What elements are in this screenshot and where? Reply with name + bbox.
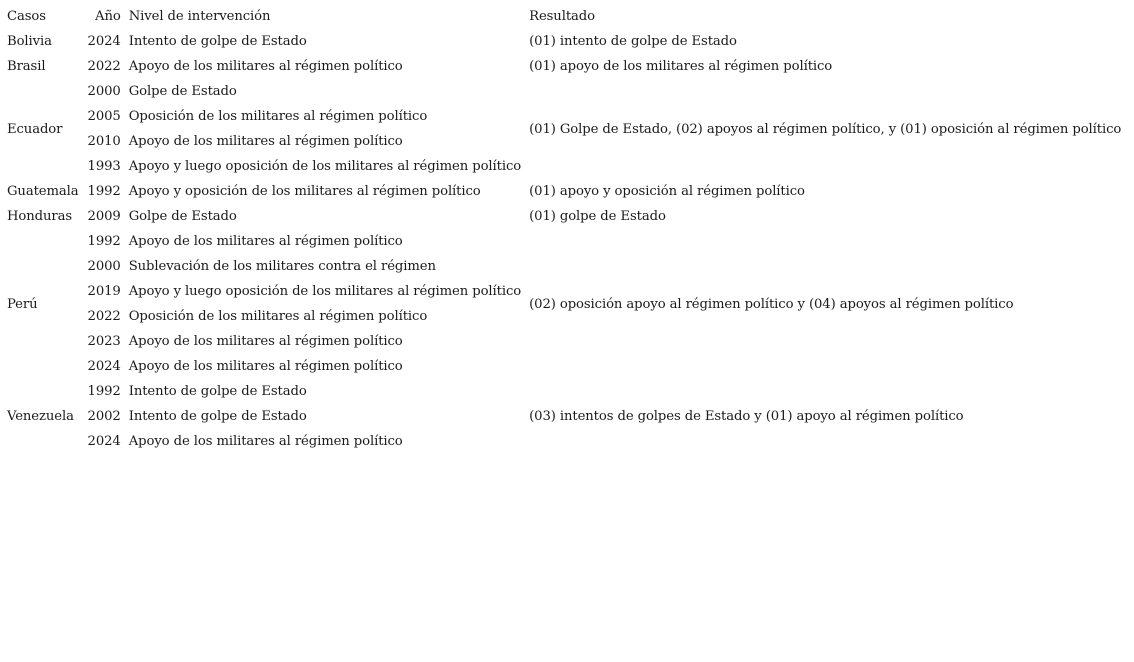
case-intervention-level: Intento de golpe de Estado <box>128 384 307 399</box>
case-intervention-level: Apoyo de los militares al régimen político <box>128 134 403 149</box>
case-result: (02) oposición apoyo al régimen político y (04) apoyos al régimen político <box>529 296 1014 312</box>
case-year: 2023 <box>87 334 121 349</box>
case-year: 2024 <box>87 34 121 49</box>
case-intervention-level: Apoyo y luego oposición de los militares al régimen político <box>128 284 522 299</box>
case-country: Bolivia <box>7 34 52 49</box>
case-year: 2022 <box>87 59 121 74</box>
case-intervention-level: Apoyo de los militares al régimen político <box>128 434 403 449</box>
case-year: 2019 <box>87 284 121 299</box>
header-row <box>3 4 1125 29</box>
header-casos: Casos <box>7 9 46 24</box>
table-body <box>3 29 1125 454</box>
military-intervention-table <box>3 4 1125 454</box>
table-row <box>3 229 1125 254</box>
case-intervention-level: Apoyo de los militares al régimen político <box>128 234 403 249</box>
table-row <box>3 179 1125 204</box>
table-row <box>3 79 1125 104</box>
case-result: (03) intentos de golpes de Estado y (01) apoyo al régimen político <box>529 409 964 424</box>
case-year: 2024 <box>87 359 121 374</box>
header-anio: Año <box>95 9 121 24</box>
case-country: Perú <box>7 296 38 312</box>
case-year: 2010 <box>87 134 121 149</box>
case-year: 2022 <box>87 309 121 324</box>
case-year: 2009 <box>87 209 121 224</box>
case-intervention-level: Sublevación de los militares contra el régimen <box>128 259 436 274</box>
case-year: 2000 <box>87 259 121 274</box>
case-year: 1992 <box>87 184 121 199</box>
case-result: (01) apoyo y oposición al régimen político <box>529 184 805 199</box>
case-year: 2002 <box>87 409 121 424</box>
case-result: (01) golpe de Estado <box>529 209 666 224</box>
case-intervention-level: Oposición de los militares al régimen político <box>128 109 428 124</box>
case-result: (01) apoyo de los militares al régimen político <box>529 59 833 74</box>
case-intervention-level: Apoyo y oposición de los militares al régimen político <box>128 184 481 199</box>
case-country: Guatemala <box>7 184 79 199</box>
case-year: 2000 <box>87 84 121 99</box>
table-row <box>3 54 1125 79</box>
table-row <box>3 29 1125 54</box>
case-intervention-level: Golpe de Estado <box>128 84 237 99</box>
case-country: Honduras <box>7 209 73 224</box>
table-row <box>3 379 1125 404</box>
case-country: Brasil <box>7 59 46 74</box>
case-year: 1992 <box>87 234 121 249</box>
case-result: (01) intento de golpe de Estado <box>529 34 737 49</box>
case-country: Venezuela <box>7 409 74 424</box>
case-intervention-level: Apoyo de los militares al régimen político <box>128 359 403 374</box>
case-intervention-level: Apoyo y luego oposición de los militares al régimen político <box>128 159 522 174</box>
case-country: Ecuador <box>7 121 63 137</box>
case-intervention-level: Apoyo de los militares al régimen político <box>128 334 403 349</box>
case-intervention-level: Apoyo de los militares al régimen político <box>128 59 403 74</box>
header-resultado: Resultado <box>529 9 595 24</box>
case-year: 2005 <box>87 109 121 124</box>
table-header <box>3 4 1125 29</box>
case-intervention-level: Golpe de Estado <box>128 209 237 224</box>
case-intervention-level: Intento de golpe de Estado <box>128 409 307 424</box>
case-year: 2024 <box>87 434 121 449</box>
case-intervention-level: Oposición de los militares al régimen político <box>128 309 428 324</box>
table-row <box>3 204 1125 229</box>
case-year: 1993 <box>87 159 121 174</box>
case-intervention-level: Intento de golpe de Estado <box>128 34 307 49</box>
case-year: 1992 <box>87 384 121 399</box>
header-nivel: Nivel de intervención <box>128 9 271 24</box>
case-result: (01) Golpe de Estado, (02) apoyos al régimen político, y (01) oposición al régimen político <box>529 121 1122 137</box>
